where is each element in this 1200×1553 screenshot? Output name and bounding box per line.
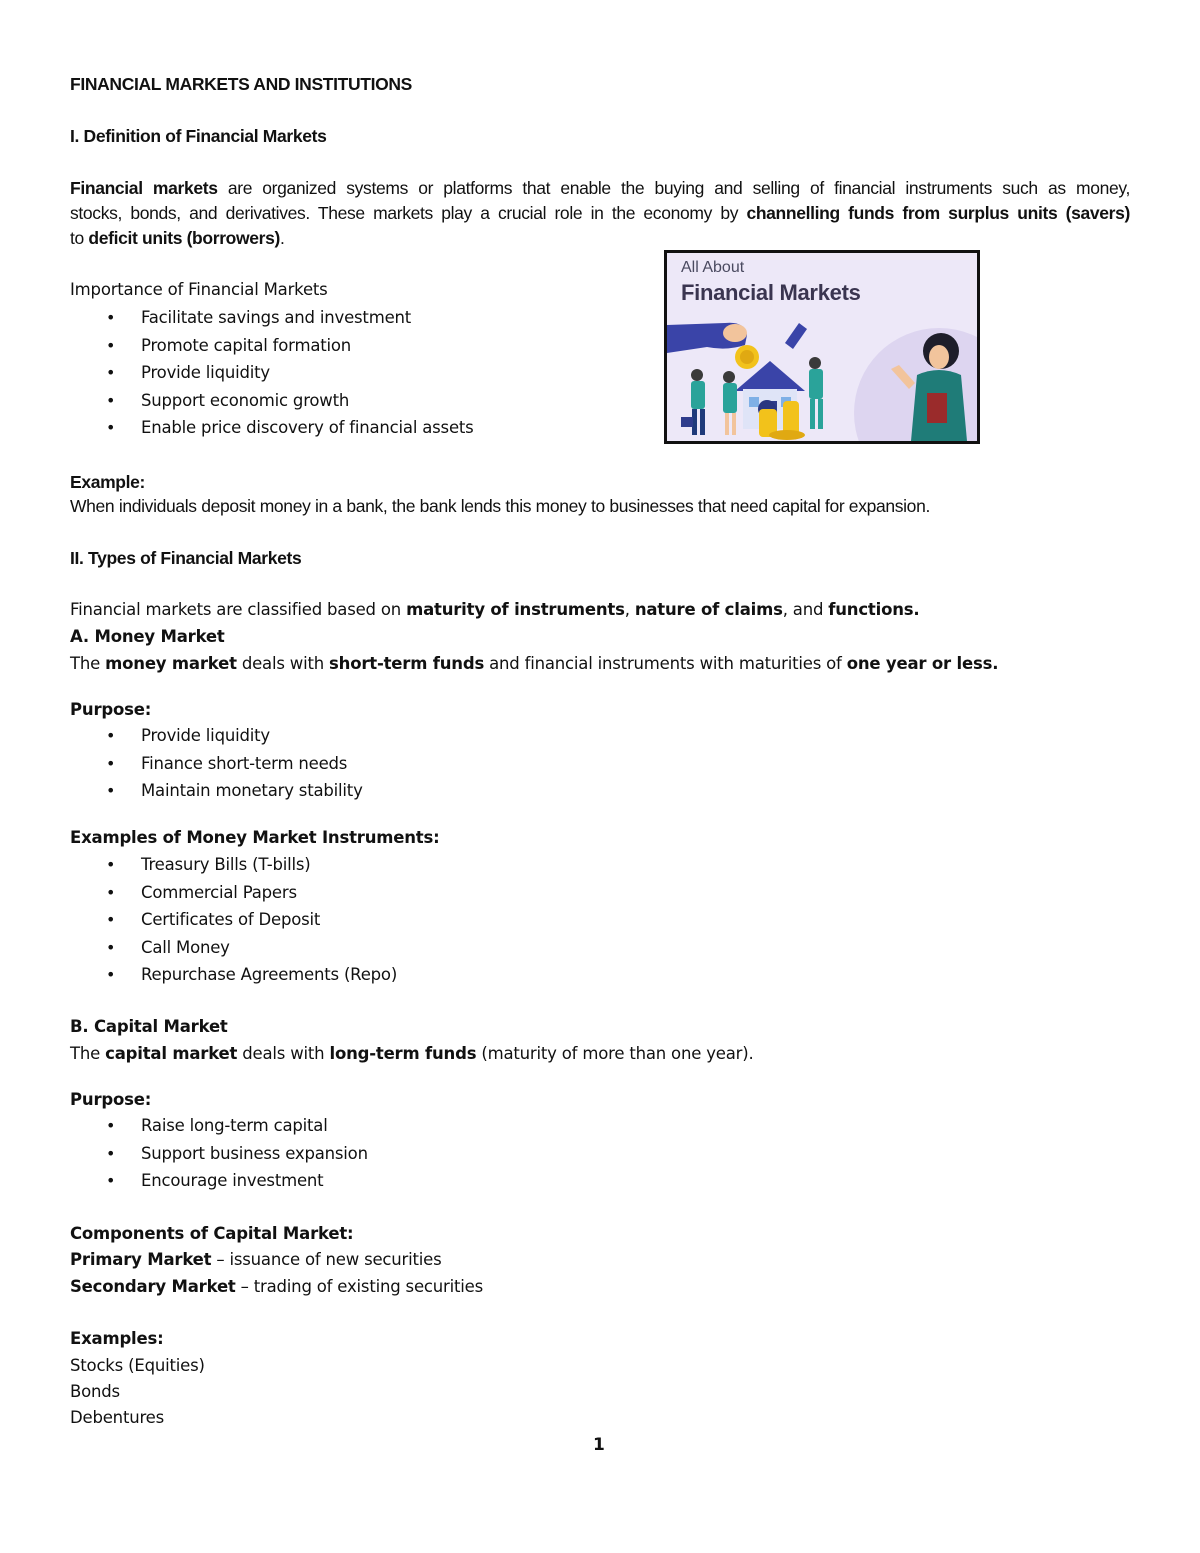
list-item: • Raise long-term capital xyxy=(70,1114,368,1142)
secondary-market-line: Secondary Market – trading of existing securities xyxy=(70,1277,483,1296)
financial-markets-illustration xyxy=(664,250,980,444)
capital-example-item: Debentures xyxy=(70,1408,165,1427)
capital-example-item: Bonds xyxy=(70,1382,120,1401)
bullet-icon: • xyxy=(106,726,116,745)
bullet-icon: • xyxy=(106,308,116,327)
bullet-icon: • xyxy=(106,965,116,984)
bullet-icon: • xyxy=(106,363,116,382)
bullet-icon: • xyxy=(106,753,116,773)
list-item: • Call Money xyxy=(70,936,397,964)
capital-example-item: Stocks (Equities) xyxy=(70,1356,205,1375)
list-item: • Support economic growth xyxy=(70,389,474,417)
capital-market-heading: B. Capital Market xyxy=(70,1017,228,1036)
list-item: • Facilitate savings and investment xyxy=(70,306,474,334)
money-purpose-label: Purpose: xyxy=(70,700,152,719)
definition-line-3: to deficit units (borrowers). xyxy=(70,228,285,248)
definition-line-1: Financial markets are organized systems or platforms that enable the buying and selling of financial instruments such as money, xyxy=(70,178,1130,198)
list-item: • Provide liquidity xyxy=(70,724,363,752)
section1-heading: I. Definition of Financial Markets xyxy=(70,126,327,146)
bullet-icon: • xyxy=(106,781,116,800)
bullet-icon: • xyxy=(106,910,116,929)
document-title: FINANCIAL MARKETS AND INSTITUTIONS xyxy=(70,74,412,94)
list-item: • Certificates of Deposit xyxy=(70,908,397,936)
money-examples-list xyxy=(70,853,397,991)
bullet-icon: • xyxy=(106,1116,116,1135)
capital-examples-label: Examples: xyxy=(70,1329,164,1348)
example-text: When individuals deposit money in a bank, the bank lends this money to businesses that need capital for expansion. xyxy=(70,496,930,516)
capital-market-desc: The capital market deals with long-term funds (maturity of more than one year). xyxy=(70,1044,754,1063)
components-label: Components of Capital Market: xyxy=(70,1224,354,1243)
capital-purpose-list xyxy=(70,1114,368,1197)
list-item: • Repurchase Agreements (Repo) xyxy=(70,963,397,991)
list-item: • Finance short-term needs xyxy=(70,752,363,780)
bullet-icon: • xyxy=(106,418,116,437)
list-item: • Provide liquidity xyxy=(70,361,474,389)
money-market-heading: A. Money Market xyxy=(70,627,225,646)
example-label: Example: xyxy=(70,472,146,492)
illustration-caption-large: Financial Markets xyxy=(681,280,861,305)
importance-list xyxy=(70,306,474,444)
list-item: • Maintain monetary stability xyxy=(70,779,363,807)
money-purpose-list xyxy=(70,724,363,807)
primary-market-line: Primary Market – issuance of new securities xyxy=(70,1250,442,1269)
list-item: • Enable price discovery of financial assets xyxy=(70,416,474,444)
list-item: • Promote capital formation xyxy=(70,334,474,362)
list-item: • Treasury Bills (T-bills) xyxy=(70,853,397,881)
list-item: • Support business expansion xyxy=(70,1142,368,1170)
illustration-caption-small: All About xyxy=(681,259,745,276)
list-item: • Encourage investment xyxy=(70,1169,368,1197)
importance-title: Importance of Financial Markets xyxy=(70,280,328,299)
money-examples-label: Examples of Money Market Instruments: xyxy=(70,828,440,847)
capital-purpose-label: Purpose: xyxy=(70,1090,152,1109)
bullet-icon: • xyxy=(106,937,116,957)
bullet-icon: • xyxy=(106,882,116,902)
illustration-art xyxy=(667,253,977,441)
bullet-icon: • xyxy=(106,1171,116,1190)
bullet-icon: • xyxy=(106,390,116,410)
definition-line-2: stocks, bonds, and derivatives. These markets play a crucial role in the economy by channelling funds from surplus units (savers) xyxy=(70,203,1130,223)
money-market-desc: The money market deals with short-term funds and financial instruments with maturities of one year or less. xyxy=(70,654,999,673)
page-number: 1 xyxy=(593,1435,605,1455)
bullet-icon: • xyxy=(106,335,116,355)
list-item: • Commercial Papers xyxy=(70,881,397,909)
types-intro: Financial markets are classified based on maturity of instruments, nature of claims, and functions. xyxy=(70,600,920,619)
bullet-icon: • xyxy=(106,1143,116,1163)
bullet-icon: • xyxy=(106,855,116,874)
section2-heading: II. Types of Financial Markets xyxy=(70,548,302,568)
